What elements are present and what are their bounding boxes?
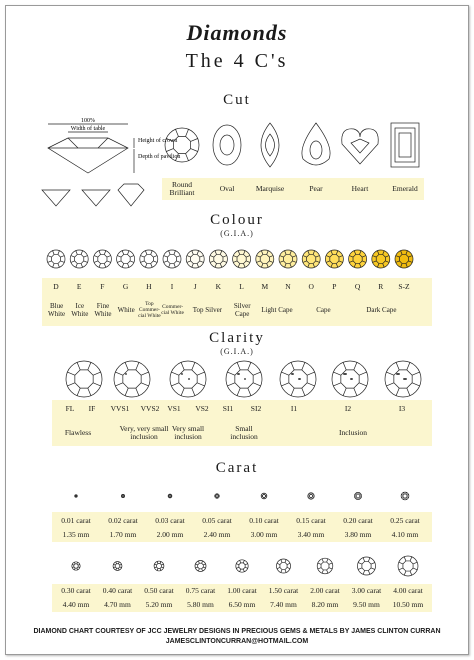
colour-group-9: Cape [316, 306, 331, 314]
carat-mm-0-3: 2.40 mm [203, 530, 231, 539]
carat-weight-1-2: 0.50 carat [144, 586, 174, 595]
colour-group-5: Commer- cial White [161, 304, 184, 316]
carat-diamond-0-0 [75, 495, 78, 498]
clarity-grade-FL: FL [65, 404, 75, 413]
carat-weight-1-5: 1.50 carat [268, 586, 299, 595]
cut-label-marquise: Marquise [255, 184, 285, 193]
cut-label-heart: Heart [351, 184, 369, 193]
colour-grade-K: K [215, 282, 222, 291]
clarity-group-2: Very small inclusion [171, 424, 205, 441]
colour-grade-I: I [170, 282, 174, 291]
cut-label-round: Round Brilliant [169, 180, 195, 197]
colour-grade-L: L [239, 282, 244, 291]
colour-grade-O: O [308, 282, 314, 291]
carat-mm-0-6: 3.80 mm [344, 530, 372, 539]
colour-grade-N: N [285, 282, 291, 291]
footer-email: JAMESCLINTONCURRAN@HOTMAIL.COM [165, 638, 309, 645]
colour-grade-F: F [100, 282, 105, 291]
clarity-heading: Clarity [209, 330, 265, 346]
colour-group-6: Top Silver [192, 306, 223, 314]
cut-diagram-label-0: 100% [81, 118, 95, 124]
colour-group-8: Light Cape [261, 306, 293, 314]
colour-group-3: White [117, 306, 135, 314]
colour-group-10: Dark Cape [366, 306, 397, 314]
page-subtitle: The 4 C's [185, 50, 289, 72]
carat-weight-1-3: 0.75 carat [185, 586, 216, 595]
carat-mm-1-3: 5.80 mm [187, 600, 214, 609]
carat-weight-0-6: 0.20 carat [343, 516, 373, 525]
clarity-grade-I1: I1 [290, 404, 298, 413]
cut-label-pear: Pear [309, 184, 323, 193]
clarity-grade-SI1: SI1 [222, 404, 234, 413]
colour-grade-G: G [122, 282, 129, 291]
carat-diamond-1-3 [195, 560, 206, 571]
carat-diamond-0-6 [354, 492, 361, 499]
clarity-grade-I3: I3 [398, 404, 406, 413]
colour-group-2: Fine White [94, 302, 112, 318]
colour-group-0: Blue White [48, 302, 66, 318]
clarity-grade-VS2: VS2 [195, 404, 209, 413]
carat-mm-0-5: 3.40 mm [297, 530, 325, 539]
carat-weight-1-6: 2.00 carat [310, 586, 340, 595]
carat-weight-0-4: 0.10 carat [249, 516, 279, 525]
carat-diamond-0-3 [215, 494, 220, 499]
carat-mm-1-6: 8.20 mm [311, 600, 339, 609]
carat-diamond-1-5 [276, 559, 290, 573]
carat-weight-0-3: 0.05 carat [202, 516, 232, 525]
colour-grade-Q: Q [354, 282, 361, 291]
carat-mm-0-7: 4.10 mm [391, 530, 419, 539]
carat-mm-1-2: 5.20 mm [145, 600, 173, 609]
colour-heading: Colour [210, 212, 264, 228]
carat-diamond-0-1 [121, 494, 124, 497]
colour-grade-P: P [332, 282, 337, 291]
clarity-grade-VS1: VS1 [167, 404, 181, 413]
cut-diagram-label-2: Height of crown [138, 138, 178, 144]
carat-diamond-0-4 [261, 493, 267, 499]
carat-mm-1-4: 6.50 mm [228, 600, 256, 609]
carat-mm-1-7: 9.50 mm [353, 600, 380, 609]
colour-grade-H: H [146, 282, 152, 291]
colour-group-7: Silver Cape [233, 302, 251, 318]
colour-sub: (G.I.A.) [220, 229, 254, 238]
carat-weight-1-1: 0.40 carat [102, 586, 133, 595]
carat-diamond-1-2 [154, 561, 164, 571]
colour-grade-E: E [76, 282, 82, 291]
colour-group-4: Top Commer- cial White [138, 301, 161, 319]
carat-mm-0-4: 3.00 mm [250, 530, 278, 539]
clarity-grade-VVS1: VVS1 [110, 404, 130, 413]
carat-diamond-1-8 [398, 556, 418, 576]
carat-diamond-0-5 [308, 493, 314, 499]
colour-grade-M: M [261, 282, 269, 291]
carat-diamond-1-4 [236, 560, 248, 572]
footer-credit: DIAMOND CHART COURTESY OF JCC JEWELRY DESIGNS IN PRECIOUS GEMS & METALS BY JAMES CLINTON CURRAN [33, 628, 441, 635]
clarity-group-0: Flawless [64, 428, 92, 437]
cut-diagram-label-3: Depth of pavilion [138, 154, 181, 160]
carat-mm-0-1: 1.70 mm [109, 530, 137, 539]
colour-grade-J: J [193, 282, 197, 291]
carat-diamond-1-7 [357, 557, 375, 575]
colour-grade-R: R [378, 282, 384, 291]
carat-diamond-0-2 [168, 494, 172, 498]
cut-label-emerald: Emerald [392, 184, 418, 193]
carat-mm-1-1: 4.70 mm [104, 600, 131, 609]
cut-heading: Cut [223, 92, 251, 108]
clarity-group-4: Inclusion [339, 428, 367, 437]
carat-mm-0-2: 2.00 mm [156, 530, 184, 539]
colour-group-1: Ice White [71, 302, 89, 318]
carat-diamond-0-7 [401, 492, 409, 500]
clarity-grade-IF: IF [88, 404, 96, 413]
carat-weight-0-2: 0.03 carat [155, 516, 185, 525]
carat-diamond-1-1 [113, 562, 122, 571]
clarity-grade-SI2: SI2 [250, 404, 262, 413]
colour-grade-S-Z: S-Z [398, 282, 410, 291]
carat-diamond-1-6 [317, 558, 333, 574]
carat-weight-1-8: 4.00 carat [393, 586, 423, 595]
carat-weight-0-1: 0.02 carat [108, 516, 138, 525]
carat-mm-0-0: 1.35 mm [62, 530, 90, 539]
carat-weight-0-0: 0.01 carat [61, 516, 91, 525]
carat-mm-1-5: 7.40 mm [270, 600, 297, 609]
carat-diamond-1-0 [72, 562, 80, 570]
carat-mm-1-0: 4.40 mm [62, 600, 90, 609]
carat-heading: Carat [215, 460, 259, 476]
clarity-group-3: Small inclusion [230, 424, 258, 441]
carat-weight-0-7: 0.25 carat [390, 516, 420, 525]
cut-diagram-label-1: Width of table [70, 126, 106, 132]
colour-grade-D: D [53, 282, 59, 291]
cut-label-oval: Oval [219, 184, 235, 193]
clarity-grade-VVS2: VVS2 [140, 404, 160, 413]
carat-weight-1-7: 3.00 carat [351, 586, 382, 595]
carat-weight-0-5: 0.15 carat [296, 516, 326, 525]
clarity-group-1: Very, very small inclusion [119, 424, 169, 441]
page-title: Diamonds [186, 20, 288, 45]
carat-weight-1-0: 0.30 carat [61, 586, 91, 595]
carat-mm-1-8: 10.50 mm [392, 600, 424, 609]
clarity-grade-I2: I2 [344, 404, 352, 413]
clarity-sub: (G.I.A.) [220, 347, 254, 356]
carat-weight-1-4: 1.00 carat [227, 586, 257, 595]
